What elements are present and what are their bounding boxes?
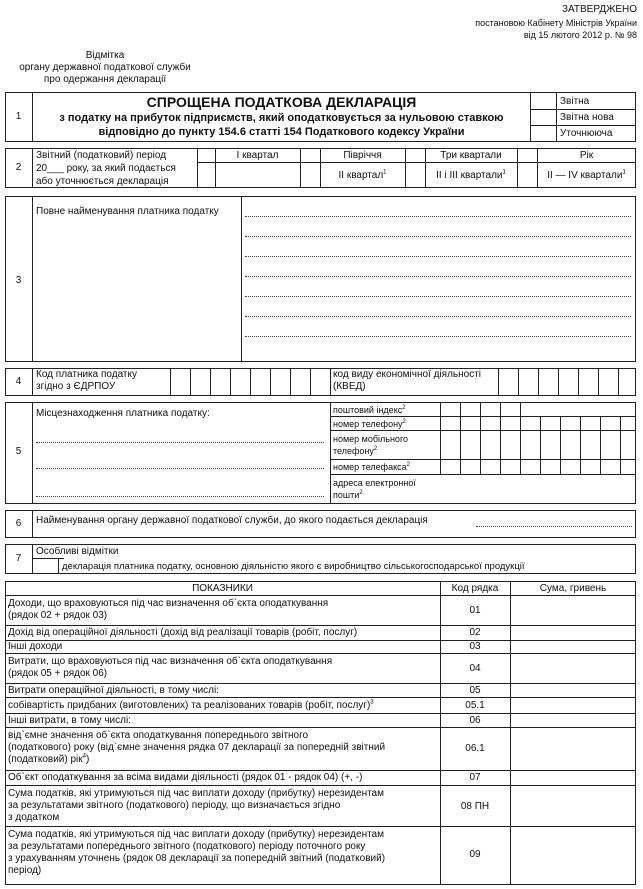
line-code: 03 xyxy=(469,641,481,652)
row7-number: 7 xyxy=(15,553,22,564)
line-code: 06 xyxy=(469,715,481,726)
table-row xyxy=(5,728,636,770)
period-three-quarters[interactable]: Три квартали xyxy=(440,150,502,161)
tax-mark-title: Відмітка xyxy=(85,50,125,61)
mobile-label-1: номер мобільного xyxy=(333,434,409,444)
type-reporting: Звітна xyxy=(560,96,590,107)
indicator-text: з урахуванням уточнень (рядок 08 декларації за попередній звітний (податковий) xyxy=(8,853,386,864)
period-label-3: або уточнюється декларація xyxy=(36,176,169,187)
indicator-text: Об`єкт оподаткування за всіма видами діяльності (рядок 01 - рядок 04) (+, -) xyxy=(8,772,363,783)
email-label-1: адреса електронної xyxy=(333,478,416,488)
amount-cell[interactable] xyxy=(510,626,636,640)
tax-authority-input[interactable] xyxy=(476,515,632,529)
table-row xyxy=(5,698,636,713)
postal-code-input[interactable] xyxy=(440,402,636,416)
indicator-text: (податкового) року (від`ємне значення рядка 07 декларації за попередній звітний xyxy=(8,742,386,753)
period-q2-q4[interactable]: II — IV квартали$^1$ xyxy=(547,169,626,181)
header-amount: Сума, гривень xyxy=(539,583,607,594)
table-row xyxy=(5,771,636,785)
period-year[interactable]: Рік xyxy=(579,150,594,161)
table-row xyxy=(5,786,636,826)
type-reporting-new: Звітна нова xyxy=(560,112,614,123)
amount-cell[interactable] xyxy=(510,771,636,785)
kved-input[interactable] xyxy=(498,368,636,396)
period-q1[interactable]: I квартал xyxy=(236,150,279,161)
phone-grid-input[interactable] xyxy=(440,416,636,474)
header-line-code: Код рядка xyxy=(451,583,499,594)
mobile-label-2: телефону$^2$ xyxy=(333,446,378,456)
kved-label-1: код виду економічної діяльності xyxy=(333,369,481,380)
indicator-text: Сума податків, які утримуються під час виплати доходу (прибутку) нерезидентам xyxy=(8,829,384,840)
table-row xyxy=(5,684,636,697)
table-row xyxy=(5,626,636,640)
payer-name-input[interactable] xyxy=(245,200,633,360)
indicator-text: за результатами попереднього звітного (податкового) періоду поточного року xyxy=(8,841,366,852)
amount-cell[interactable] xyxy=(510,596,636,625)
amount-cell[interactable] xyxy=(510,786,636,826)
row3-number: 3 xyxy=(15,275,22,286)
line-code: 01 xyxy=(469,605,481,616)
indicator-text: (рядок 05 + рядок 06) xyxy=(8,668,108,679)
special-marks-label: Особливі відмітки xyxy=(36,546,119,557)
header-indicators: ПОКАЗНИКИ xyxy=(192,583,253,594)
phone-label: номер телефону$^2$ xyxy=(333,419,406,429)
table-row xyxy=(5,641,636,653)
row1-number: 1 xyxy=(15,111,22,122)
table-row xyxy=(5,827,636,885)
indicator-text: Сума податків, які утримуються під час виплати доходу (прибутку) нерезидентам xyxy=(8,788,384,799)
tax-mark-line2: органу державної податкової служби xyxy=(19,62,191,73)
amount-cell[interactable] xyxy=(510,728,636,770)
indicator-text: Дохід від операційної діяльності (дохід від реалізації товарів (робіт, послуг) xyxy=(8,627,358,638)
declaration-subtitle-2: відповідно до пункту 154.6 статті 154 Податкового кодексу України xyxy=(98,126,465,138)
amount-cell[interactable] xyxy=(510,641,636,653)
amount-cell[interactable] xyxy=(510,714,636,727)
amount-cell[interactable] xyxy=(510,827,636,885)
line-code: 02 xyxy=(469,627,481,638)
line-code: 07 xyxy=(469,772,481,783)
table-row xyxy=(5,654,636,683)
approval-title: ЗАТВЕРДЖЕНО xyxy=(561,4,637,15)
line-code: 09 xyxy=(469,849,481,860)
agri-checkbox[interactable] xyxy=(36,560,56,572)
period-q2[interactable]: II квартал$^1$ xyxy=(338,169,387,181)
indicator-text: з додатком xyxy=(8,812,60,823)
period-label-2: 20___ року, за який подається xyxy=(36,163,176,174)
indicator-text: Витрати, що враховуються під час визначення об`єкта оподаткування xyxy=(8,656,333,667)
period-half-year[interactable]: Півріччя xyxy=(343,150,382,161)
tax-mark-line3: про одержання декларації xyxy=(43,74,167,85)
amount-cell[interactable] xyxy=(510,684,636,697)
postal-code-label: поштовий індекс$^2$ xyxy=(333,405,406,415)
row5-number: 5 xyxy=(15,446,22,457)
location-input[interactable] xyxy=(36,420,326,502)
indicator-text: (податковий) рік$^4$) xyxy=(8,753,90,765)
edrpou-label-1: Код платника податку xyxy=(36,369,137,380)
kved-label-2: (КВЕД) xyxy=(333,381,366,392)
email-label-2: пошти$^2$ xyxy=(333,490,363,500)
period-label-1: Звітний (податковий) період xyxy=(36,150,167,161)
location-label: Місцезнаходження платника податку: xyxy=(36,408,210,419)
indicator-text: за результатами звітного (податкового) періоду, що визначається згідно xyxy=(8,800,341,811)
declaration-subtitle-1: з податку на прибуток підприємств, який оподатковується за нульовою ставкою xyxy=(59,112,504,124)
row2-number: 2 xyxy=(15,162,22,173)
approval-resolution: постановою Кабінету Міністрів України xyxy=(475,18,637,28)
approval-date: від 15 лютого 2012 р. № 98 xyxy=(523,30,637,40)
line-code: 05 xyxy=(469,685,481,696)
indicator-text: собівартість придбаних (виготовлених) та реалізованих товарів (робіт, послуг)$^3$ xyxy=(8,699,374,711)
fax-label: номер телефакса$^2$ xyxy=(333,462,410,472)
amount-cell[interactable] xyxy=(510,654,636,683)
row6-number: 6 xyxy=(15,518,22,529)
table-row xyxy=(5,596,636,625)
email-input[interactable] xyxy=(440,474,636,504)
table-row xyxy=(5,714,636,727)
line-code: 05.1 xyxy=(465,700,485,711)
indicator-text: Інші доходи xyxy=(8,641,63,652)
indicator-text: від`ємне значення об`єкта оподаткування попереднього звітного xyxy=(8,730,309,741)
edrpou-label-2: згідно з ЄДРПОУ xyxy=(36,381,116,392)
indicator-text: Витрати операційної діяльності, в тому числі: xyxy=(8,685,219,696)
declaration-title: СПРОЩЕНА ПОДАТКОВА ДЕКЛАРАЦІЯ xyxy=(146,94,417,110)
payer-name-label: Повне найменування платника податку xyxy=(36,206,219,217)
indicator-text: Доходи, що враховуються під час визначення об`єкта оподаткування xyxy=(8,598,329,609)
line-code: 04 xyxy=(469,663,481,674)
indicator-text: Інші витрати, в тому числі: xyxy=(8,715,131,726)
indicator-text: (рядок 02 + рядок 03) xyxy=(8,610,108,621)
indicator-text: період) xyxy=(8,865,42,876)
period-q2-q3[interactable]: II і III квартали$^1$ xyxy=(436,169,506,181)
edrpou-input[interactable] xyxy=(170,368,330,396)
type-clarifying: Уточнююча xyxy=(560,128,613,139)
amount-cell[interactable] xyxy=(510,698,636,713)
tax-authority-label: Найменування органу державної податкової служби, до якого подається декларація xyxy=(36,515,428,526)
line-code: 06.1 xyxy=(465,743,485,754)
row4-number: 4 xyxy=(15,376,22,387)
special-marks-note: декларація платника податку, основною діяльністю якого є виробництво сільськогосподарської продукції xyxy=(62,561,525,572)
line-code: 08 ПН xyxy=(460,801,490,812)
